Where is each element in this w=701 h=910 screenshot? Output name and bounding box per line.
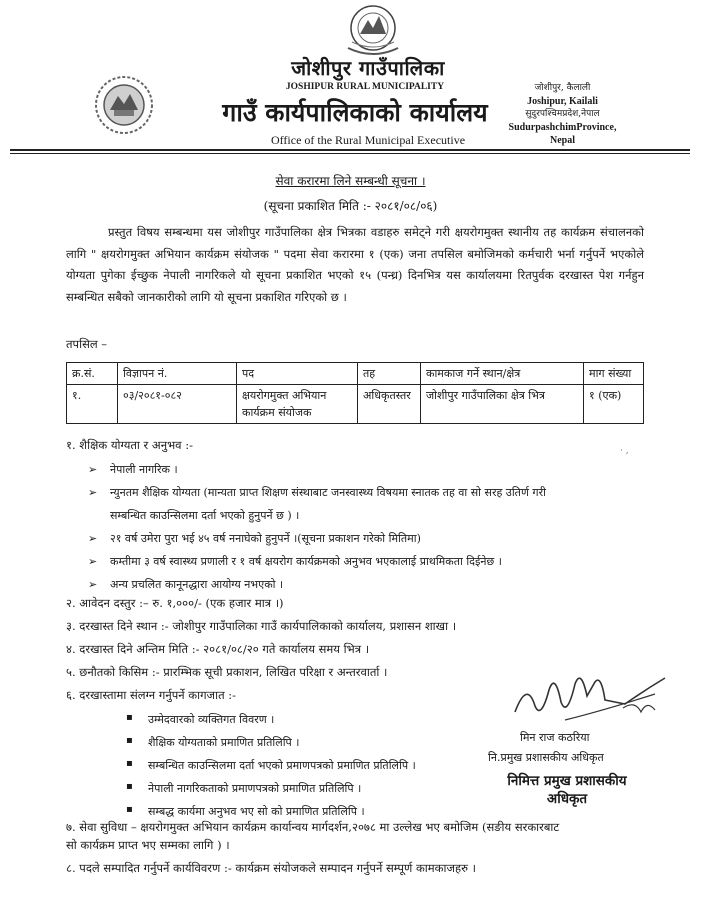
arrow-bullet-icon: ➢ [88, 578, 98, 591]
table-header-cell: कामकाज गर्ने स्थान/क्षेत्र [421, 363, 584, 385]
official-stamp [492, 772, 642, 808]
section-job-description: ८. पदले सम्पादित गर्नुपर्ने कार्यविवरण :- कार्यक्रम संयोजकले सम्पादन गर्नुपर्ने सम्पूर्ण कामकाजहरु । [66, 861, 476, 875]
table-header-cell: माग संख्या [584, 363, 644, 385]
table-cell: जोशीपुर गाउँपालिका क्षेत्र भित्र [421, 385, 584, 424]
section-documents-title: ६. दरखास्तामा संलग्न गर्नुपर्ने कागजात :- [66, 688, 237, 702]
list-item: ➢ न्युनतम शैक्षिक योग्यता (मान्यता प्राप्त शिक्षण संस्थाबाट जनस्वास्थ्य विषयमा स्नातक तह वा सो सरह उतिर्ण गरी [88, 481, 648, 504]
office-name-en: Office of the Rural Municipal Executive [270, 133, 466, 147]
stamp-line1: निमित्त प्रमुख प्रशासकीय [507, 773, 627, 789]
arrow-bullet-icon: ➢ [88, 532, 98, 545]
arrow-bullet-icon: ➢ [88, 486, 98, 499]
qualification-list [88, 458, 648, 596]
details-label: तपसिल – [66, 337, 108, 351]
stamp-line2: अधिकृत [546, 791, 588, 807]
address-np-line1: जोशीपुर, कैलाली [534, 83, 591, 93]
table-cell: १. [67, 385, 118, 424]
address-np-line2: सुदुरपश्चिमप्रदेश,नेपाल [525, 109, 600, 119]
list-item: ➢ कम्तीमा ३ वर्ष स्वास्थ्य प्रणाली र १ वर्ष क्षयरोग कार्यक्रमको अनुभव भएकालाई प्राथमिकता दिईनेछ । [88, 550, 648, 573]
municipality-logo-icon [92, 74, 156, 136]
office-address [505, 82, 620, 147]
notice-title: सेवा करारमा लिने सम्बन्धी सूचना । [275, 174, 426, 188]
notice-published-date: (सूचना प्रकाशित मिति :- २०८१/०८/०६) [263, 199, 438, 213]
document-item: ▪ शैक्षिक योग्यताको प्रमाणित प्रतिलिपि । [148, 735, 299, 750]
arrow-bullet-icon: ➢ [88, 463, 98, 476]
office-name-np: गाउँ कार्यपालिकाको कार्यालय [222, 98, 488, 127]
section-deadline: ४. दरखास्त दिने अन्तिम मिति :- २०८१/०८/२० गते कार्यालय समय भित्र । [66, 642, 370, 656]
list-item: ➢ २१ वर्ष उमेरा पुरा भई ४५ वर्ष ननाघेको हुनुपर्ने ।(सूचना प्रकाशन गरेको मितिमा) [88, 527, 648, 550]
table-header-cell: विज्ञापन नं. [118, 363, 237, 385]
list-item-continuation: सम्बन्धित काउन्सिलमा दर्ता भएको हुनुपर्ने छ ) । [110, 509, 300, 522]
document-item: ▪ उम्मेदवारको व्यक्तिगत विवरण । [148, 712, 274, 727]
document-item: ▪ सम्बन्धित काउन्सिलमा दर्ता भएको प्रमाणपत्रको प्रमाणित प्रतिलिपि । [148, 758, 416, 773]
address-en-line1: Joshipur, Kailali [527, 96, 598, 107]
document-item: ▪ नेपाली नागरिकताको प्रमाणपत्रको प्रमाणित प्रतिलिपि । [148, 781, 361, 796]
section-application-fee: २. आवेदन दस्तुर :– रु. १,०००/- (एक हजार मात्र ।) [66, 596, 284, 610]
handwritten-signature-icon [505, 660, 675, 730]
letterhead-divider [10, 149, 690, 151]
table-cell: अधिकृतस्तर [358, 385, 421, 424]
signer-name: मिन राज कठरिया [520, 731, 590, 744]
vacancy-table [66, 362, 644, 424]
document-item: ▪ सम्बद्ध कार्यमा अनुभव भए सो को प्रमाणित प्रतिलिपि । [148, 804, 365, 819]
table-header-cell: पद [237, 363, 358, 385]
section-benefits-line1: ७. सेवा सुविधा – क्षयरोगमुक्त अभियान कार्यक्रम कार्यान्वय मार्गदर्शन,२०७८ मा उल्लेख भए बमोजिम (सङीय सरकारबाट [66, 820, 560, 834]
address-en-line3: Nepal [550, 135, 575, 146]
section-qualification-title: १. शैक्षिक योग्यता र अनुभव :- [66, 438, 193, 452]
table-cell: १ (एक) [584, 385, 644, 424]
list-item: ➢ नेपाली नागरिक । [88, 458, 648, 481]
table-cell: क्षयरोगमुक्त अभियान कार्यक्रम संयोजक [237, 385, 358, 424]
table-header-cell: क्र.सं. [67, 363, 118, 385]
section-selection-method: ५. छनौतको किसिम :- प्रारम्भिक सूची प्रकाशन, लिखित परिक्षा र अन्तरवार्ता । [66, 665, 388, 679]
table-header-row [67, 363, 644, 385]
letterhead-divider-thin [10, 153, 690, 154]
municipality-name-en: JOSHIPUR RURAL MUNICIPALITY [285, 82, 445, 92]
signer-role: नि.प्रमुख प्रशासकीय अधिकृत [488, 751, 604, 764]
table-row [67, 385, 644, 424]
list-item: ➢ अन्य प्रचलित कानूनद्धारा आयोग्य नभएको । [88, 573, 648, 596]
section-application-place: ३. दरखास्त दिने स्थान :- जोशीपुर गाउँपालिका गाउँ कार्यपालिकाको कार्यालय, प्रशासन शाखा । [66, 619, 457, 633]
notice-intro-paragraph: प्रस्तुत विषय सम्बन्धमा यस जोशीपुर गाउँपालिका क्षेत्र भित्रका वडाहरु समेट्ने गरी क्षयरोगमुक्त स्थानीय तह कार्यक्रम संचालनको लागि " क्षयरोगमुक्त अभियान कार्यक्रम संयोजक " पदमा सेवा करारमा १ (एक) जना तपसिल बमोजिमको कर्मचारी भर्ना गर्नुपर्ने भएकोले योग्यता पुगेका ईच्छुक नेपाली नागरिकले यो सूचना प्रकाशित भएको १५ (पन्ध्र) दिनभित्र यस कार्यालयमा रितपुर्वक दरखास्त पेश गर्नहुन सम्बन्धित सबैको जानकारीको लागि यो सूचना प्रकाशित गरिएको छ । [66, 225, 644, 304]
municipality-name-np: जोशीपुर गाउँपालिका [291, 56, 445, 80]
section-benefits-line2: सो कार्यक्रम प्राप्त भए सम्मका लागि ) । [66, 838, 230, 852]
nepal-government-emblem-icon [318, 2, 428, 62]
address-en-line2: SudurpashchimProvince, [508, 122, 617, 133]
table-header-cell: तह [358, 363, 421, 385]
table-cell: ०३/२०८१-०८२ [118, 385, 237, 424]
arrow-bullet-icon: ➢ [88, 555, 98, 568]
margin-mark: · , [620, 446, 629, 456]
